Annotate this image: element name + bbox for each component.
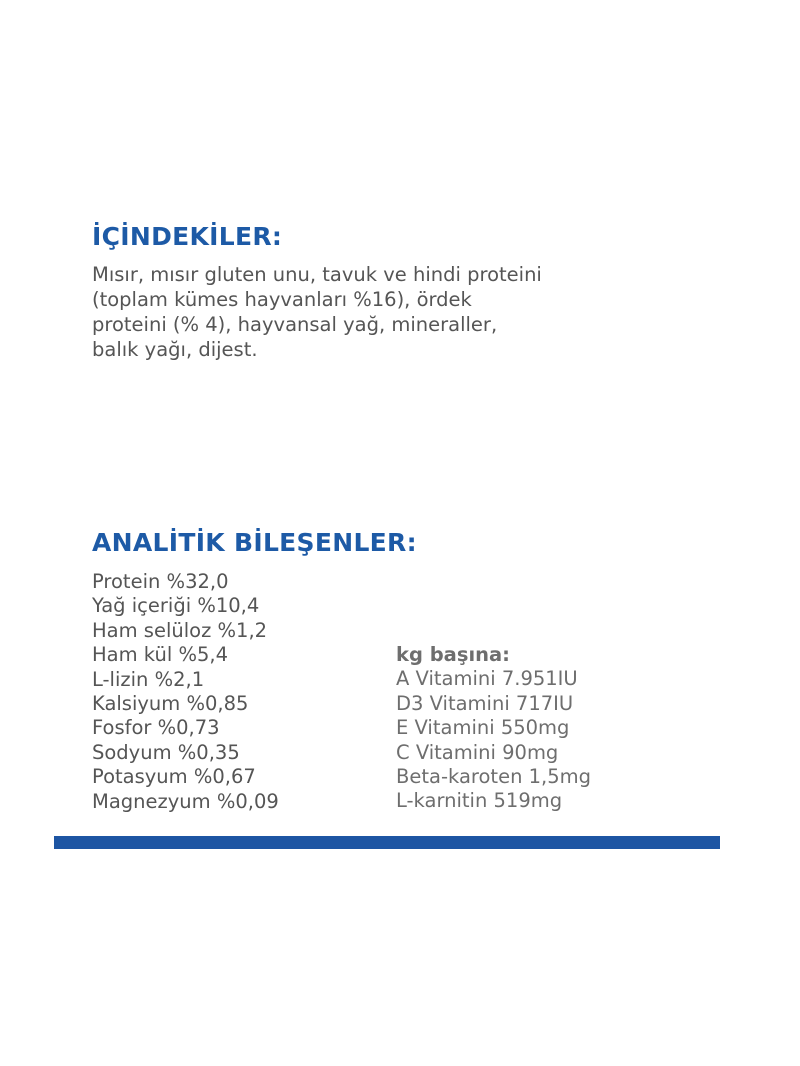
analytic-components-heading: ANALİTİK BİLEŞENLER: [92,528,417,557]
component-item: Protein %32,0 [92,570,229,593]
component-item: Ham selüloz %1,2 [92,618,268,642]
component-item: Sodyum %0,35 [92,740,240,764]
bottom-divider-bar [54,836,720,849]
ingredients-heading: İÇİNDEKİLER: [92,222,283,251]
analytic-components-list [92,570,279,814]
vitamin-item: D3 Vitamini 717IU [396,691,574,715]
ingredients-line: Mısır, mısır gluten unu, tavuk ve hindi proteini [92,263,542,286]
vitamin-item: C Vitamini 90mg [396,740,559,764]
ingredients-line: (toplam kümes hayvanları %16), ördek [92,288,472,311]
ingredients-text [92,262,652,362]
component-item: Yağ içeriği %10,4 [92,594,260,618]
component-item: Kalsiyum %0,85 [92,692,249,716]
component-item: Potasyum %0,67 [92,765,256,789]
component-item: Ham kül %5,4 [92,643,229,667]
ingredients-line: balık yağı, dijest. [92,338,258,361]
component-item: L-lizin %2,1 [92,667,205,691]
vitamin-item: Beta-karoten 1,5mg [396,765,592,789]
vitamin-item: E Vitamini 550mg [396,716,570,740]
vitamin-item: L-karnitin 519mg [396,789,563,813]
per-kg-list [396,643,591,814]
component-item: Fosfor %0,73 [92,716,220,740]
vitamin-item: A Vitamini 7.951IU [396,667,578,691]
ingredients-line: proteini (% 4), hayvansal yağ, mineraller, [92,313,498,336]
per-kg-label: kg başına: [396,643,510,666]
component-item: Magnezyum %0,09 [92,789,279,813]
